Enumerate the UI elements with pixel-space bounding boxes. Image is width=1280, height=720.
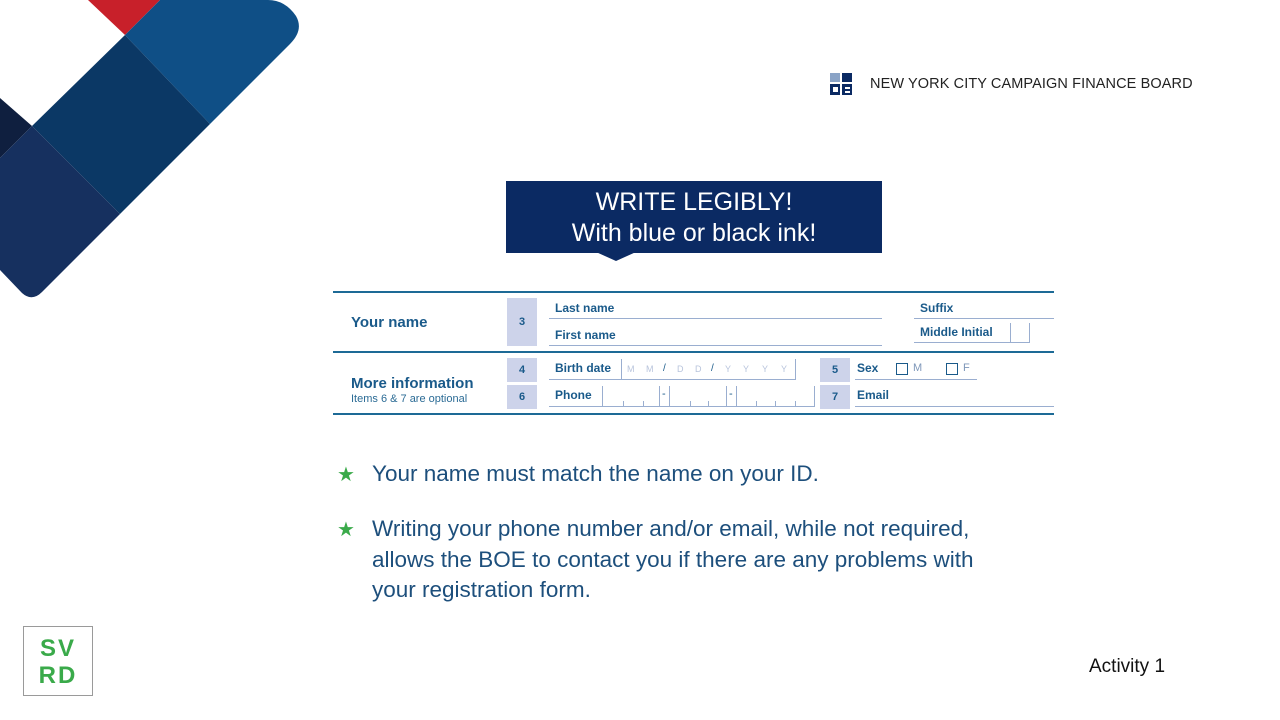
form-bottom-rule — [333, 413, 1054, 415]
birth-date-slash: / — [663, 363, 666, 374]
birth-date-placeholder: D — [695, 364, 702, 374]
phone-group-edge — [736, 386, 737, 406]
item-number-7: 7 — [820, 385, 850, 409]
form-middle-rule — [333, 351, 1054, 353]
birth-date-placeholder: D — [677, 364, 684, 374]
middle-initial-box-right — [1029, 323, 1030, 342]
suffix-field[interactable] — [914, 318, 1054, 319]
phone-digit-tick — [708, 401, 709, 406]
sex-f-checkbox[interactable] — [946, 363, 958, 375]
bullet-1 — [372, 459, 819, 490]
birth-date-box-edge — [795, 359, 796, 379]
phone-box-edge — [602, 386, 603, 406]
middle-initial-field[interactable] — [914, 342, 1030, 343]
phone-field[interactable] — [549, 406, 815, 407]
more-information-label: More information — [351, 375, 474, 392]
phone-digit-tick — [756, 401, 757, 406]
phone-separator: - — [729, 388, 733, 400]
item-number-3: 3 — [507, 298, 537, 346]
org-name: NEW YORK CITY CAMPAIGN FINANCE BOARD — [870, 76, 1193, 92]
birth-date-placeholder: Y — [725, 364, 732, 374]
cfb-logo-icon — [830, 73, 854, 95]
form-top-rule — [333, 291, 1054, 293]
sex-m-label: M — [913, 362, 923, 374]
sex-m-checkbox[interactable] — [896, 363, 908, 375]
phone-digit-tick — [795, 401, 796, 406]
item-number-4: 4 — [507, 358, 537, 382]
phone-separator: - — [662, 388, 666, 400]
email-label: Email — [857, 388, 890, 402]
item-number-5: 5 — [820, 358, 850, 382]
birth-date-label: Birth date — [555, 361, 612, 375]
phone-digit-tick — [775, 401, 776, 406]
svrd-logo-line-2: RD — [38, 662, 78, 689]
suffix-label: Suffix — [920, 301, 954, 315]
svrd-logo — [23, 626, 93, 696]
write-legibly-callout — [506, 181, 882, 253]
first-name-label: First name — [555, 328, 616, 342]
phone-box-edge — [814, 386, 815, 406]
bullet-2-line: allows the BOE to contact you if there are any problems with — [372, 546, 974, 572]
birth-date-placeholder: Y — [762, 364, 769, 374]
sex-field-line — [855, 379, 977, 380]
sex-label: Sex — [857, 361, 879, 375]
birth-date-slash: / — [711, 363, 714, 374]
phone-digit-tick — [690, 401, 691, 406]
birth-date-placeholder: M — [627, 364, 635, 374]
star-bullet-icon: ★ — [337, 519, 355, 541]
bullet-1-line: Your name must match the name on your ID. — [372, 461, 819, 486]
email-field[interactable] — [855, 406, 1054, 407]
phone-label: Phone — [555, 388, 592, 402]
birth-date-field[interactable] — [549, 379, 796, 380]
phone-group-edge — [659, 386, 660, 406]
bullet-2 — [372, 514, 974, 606]
birth-date-placeholder: Y — [781, 364, 788, 374]
your-name-label: Your name — [351, 314, 428, 331]
last-name-label: Last name — [555, 301, 615, 315]
birth-date-box-edge — [621, 359, 622, 379]
phone-digit-tick — [623, 401, 624, 406]
callout-line-2: With blue or black ink! — [571, 219, 817, 247]
phone-group-edge — [726, 386, 727, 406]
birth-date-placeholder: Y — [743, 364, 750, 374]
item-number-6: 6 — [507, 385, 537, 409]
callout-line-1: WRITE LEGIBLY! — [595, 188, 793, 216]
last-name-field[interactable] — [549, 318, 882, 319]
callout-pointer — [596, 252, 636, 261]
sex-f-label: F — [963, 362, 970, 374]
bullet-2-line: Writing your phone number and/or email, while not required, — [372, 516, 970, 541]
activity-label: Activity 1 — [1089, 656, 1166, 677]
star-bullet-icon: ★ — [337, 464, 355, 486]
svrd-logo-line-1: SV — [39, 635, 76, 662]
optional-items-note: Items 6 & 7 are optional — [351, 393, 468, 405]
phone-digit-tick — [643, 401, 644, 406]
bullet-2-line: your registration form. — [372, 577, 591, 602]
first-name-field[interactable] — [549, 345, 882, 346]
corner-decoration — [0, 0, 310, 310]
middle-initial-box-left — [1010, 323, 1011, 342]
birth-date-placeholder: M — [646, 364, 654, 374]
middle-initial-label: Middle Initial — [920, 325, 993, 339]
phone-group-edge — [669, 386, 670, 406]
